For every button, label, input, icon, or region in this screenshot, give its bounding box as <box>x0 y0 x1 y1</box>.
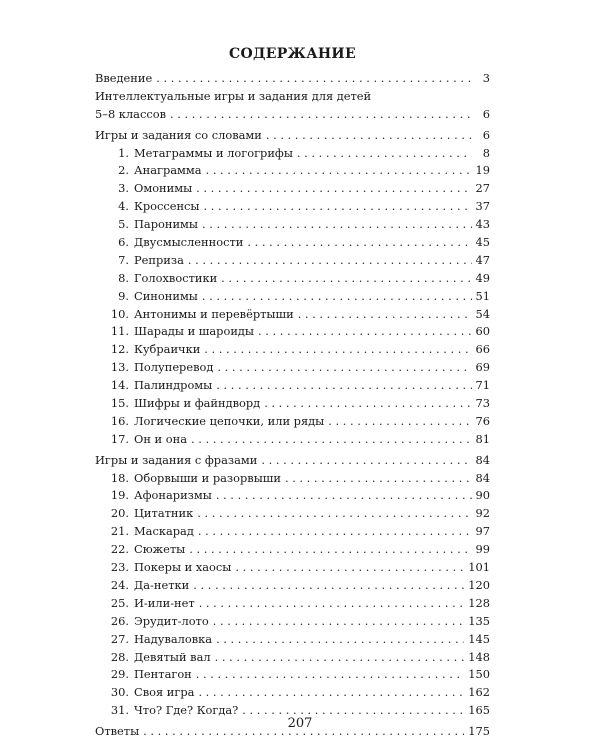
toc-entry-intro <box>95 70 490 88</box>
toc-item-number: 17. <box>110 431 129 446</box>
toc-item <box>95 523 490 541</box>
toc-item <box>95 631 490 649</box>
toc-item-page: 71 <box>475 378 490 393</box>
toc-item-page: 54 <box>475 306 490 321</box>
toc-item-number: 4. <box>118 199 129 214</box>
toc-item-number: 29. <box>110 667 129 682</box>
toc-item-page: 128 <box>468 595 490 610</box>
dot-leader <box>261 452 471 470</box>
toc-item-number: 13. <box>110 360 129 375</box>
dot-leader <box>156 70 472 88</box>
toc-item-number: 14. <box>110 378 129 393</box>
toc-item-label: Палиндромы <box>134 378 213 393</box>
toc-item-number: 28. <box>110 649 129 664</box>
toc-item-label: Метаграммы и логогрифы <box>134 145 293 160</box>
toc-item <box>95 234 490 252</box>
dot-leader <box>206 162 472 180</box>
toc-item-page: 135 <box>468 613 490 628</box>
toc-item-label: Кроссенсы <box>134 199 200 214</box>
toc-item-number: 9. <box>118 288 129 303</box>
dot-leader <box>297 145 472 163</box>
toc-item-number: 5. <box>118 217 129 232</box>
toc-item <box>95 470 490 488</box>
toc-section-label: Игры и задания с фразами <box>95 452 258 467</box>
toc-item-label: Логические цепочки, или ряды <box>134 413 325 428</box>
toc-item-page: 51 <box>475 288 490 303</box>
toc-item-number: 16. <box>110 413 129 428</box>
toc-item-page: 90 <box>475 488 490 503</box>
toc-item-label: И-или-нет <box>134 595 195 610</box>
toc-entry-page: 3 <box>482 71 490 85</box>
toc-item <box>95 684 490 702</box>
toc-item-label: Двусмысленности <box>134 235 244 250</box>
toc-item-label: Да-нетки <box>134 577 190 592</box>
dot-leader <box>216 631 464 649</box>
dot-leader <box>191 431 471 449</box>
toc-item-page: 27 <box>475 181 490 196</box>
toc-item <box>95 577 490 595</box>
toc-item <box>95 541 490 559</box>
toc-item-page: 73 <box>475 396 490 411</box>
toc-item <box>95 377 490 395</box>
dot-leader <box>258 323 472 341</box>
toc-entry-page: 6 <box>482 106 490 121</box>
toc-item <box>95 431 490 449</box>
toc-item <box>95 487 490 505</box>
toc-item <box>95 395 490 413</box>
toc-item-label: Паронимы <box>134 217 198 232</box>
dot-leader <box>170 106 472 124</box>
toc-item-number: 1. <box>118 145 129 160</box>
toc-section-words-list <box>95 145 490 449</box>
toc-item-label: Антонимы и перевёртыши <box>134 306 294 321</box>
toc-entry-label: Введение <box>95 71 153 85</box>
toc-item-number: 10. <box>110 306 129 321</box>
dot-leader <box>204 198 472 216</box>
dot-leader <box>221 270 471 288</box>
toc-item-label: Сюжеты <box>134 542 186 557</box>
toc-item <box>95 613 490 631</box>
toc-section-page: 84 <box>475 452 490 467</box>
toc-item-page: 145 <box>468 631 490 646</box>
toc-item <box>95 198 490 216</box>
dot-leader <box>216 377 471 395</box>
toc-item-number: 3. <box>118 181 129 196</box>
dot-leader <box>189 541 471 559</box>
toc-item-number: 18. <box>110 470 129 485</box>
toc-item <box>95 323 490 341</box>
dot-leader <box>217 359 471 377</box>
dot-leader <box>266 127 472 145</box>
toc-item <box>95 288 490 306</box>
toc-item <box>95 341 490 359</box>
toc-section-phrases <box>95 452 490 470</box>
toc-entry-page: 175 <box>468 724 490 739</box>
toc-item-label: Маскарад <box>134 524 194 539</box>
toc-item <box>95 559 490 577</box>
toc-item-number: 11. <box>110 324 129 339</box>
page-title: СОДЕРЖАНИЕ <box>229 46 356 62</box>
toc-item-number: 24. <box>110 577 129 592</box>
toc-item-label: Омонимы <box>134 181 193 196</box>
toc-item-label: Оборвыши и разорвыши <box>134 470 281 485</box>
toc-item-label: Эрудит-лото <box>134 613 209 628</box>
toc-item-page: 99 <box>475 542 490 557</box>
toc-item <box>95 306 490 324</box>
toc-item-label: Реприза <box>134 252 184 267</box>
toc-item <box>95 359 490 377</box>
dot-leader <box>204 341 471 359</box>
toc-item-number: 27. <box>110 631 129 646</box>
toc-section-words <box>95 127 490 145</box>
toc-item <box>95 252 490 270</box>
toc-item-number: 25. <box>110 595 129 610</box>
toc-item-page: 92 <box>475 506 490 521</box>
toc-item-number: 23. <box>110 560 129 575</box>
toc-item-label: Надуваловка <box>134 631 213 646</box>
toc-item-number: 19. <box>110 488 129 503</box>
toc-entry-intellectual-games <box>95 106 490 124</box>
toc-item <box>95 595 490 613</box>
toc-item-label: Покеры и хаосы <box>134 560 232 575</box>
dot-leader <box>235 559 464 577</box>
toc-item-label: Шифры и файндворд <box>134 396 261 411</box>
dot-leader <box>202 216 472 234</box>
toc-item-page: 148 <box>468 649 490 664</box>
toc-entry-label-line1: Интеллектуальные игры и задания для детей <box>95 88 372 103</box>
toc-item-page: 37 <box>475 199 490 214</box>
toc-item-label: Полуперевод <box>134 360 214 375</box>
dot-leader <box>264 395 471 413</box>
toc-item <box>95 413 490 431</box>
toc-item <box>95 270 490 288</box>
toc-item-page: 84 <box>475 470 490 485</box>
toc-item-page: 81 <box>475 431 490 446</box>
dot-leader <box>213 613 465 631</box>
toc-item-number: 21. <box>110 524 129 539</box>
toc-item <box>95 505 490 523</box>
toc-item <box>95 216 490 234</box>
toc-item-page: 49 <box>475 270 490 285</box>
dot-leader <box>215 649 465 667</box>
toc-item-number: 12. <box>110 342 129 357</box>
toc-entry-label: 5–8 классов <box>95 106 166 121</box>
toc-entry-label: Ответы <box>95 724 140 739</box>
toc-item-number: 6. <box>118 235 129 250</box>
toc-item-label: Кубраички <box>134 342 201 357</box>
dot-leader <box>198 684 464 702</box>
page-number-footer: 207 <box>287 716 313 731</box>
toc-item-label: Шарады и шароиды <box>134 324 254 339</box>
toc-item-page: 45 <box>475 235 490 250</box>
toc-item-number: 26. <box>110 613 129 628</box>
toc-item-page: 60 <box>475 324 490 339</box>
dot-leader <box>193 577 464 595</box>
toc-item-label: Цитатник <box>134 506 194 521</box>
dot-leader <box>202 288 472 306</box>
table-of-contents <box>95 44 490 741</box>
toc-item-page: 101 <box>468 560 490 575</box>
toc-item-page: 43 <box>475 217 490 232</box>
toc-item-number: 8. <box>118 270 129 285</box>
dot-leader <box>285 470 472 488</box>
toc-item-label: Что? Где? Когда? <box>134 703 239 718</box>
toc-section-page: 6 <box>482 127 490 142</box>
toc-item-page: 47 <box>475 252 490 267</box>
toc-item-label: Своя игра <box>134 685 195 700</box>
dot-leader <box>216 487 472 505</box>
toc-item-number: 22. <box>110 542 129 557</box>
toc-item-page: 69 <box>475 360 490 375</box>
toc-item <box>95 162 490 180</box>
toc-item <box>95 145 490 163</box>
toc-section-label: Игры и задания со словами <box>95 127 262 142</box>
toc-item-number: 7. <box>118 252 129 267</box>
toc-item-page: 8 <box>482 145 490 160</box>
toc-item-page: 165 <box>468 703 490 718</box>
toc-item-page: 76 <box>475 413 490 428</box>
toc-item-number: 20. <box>110 506 129 521</box>
toc-item-page: 19 <box>475 163 490 178</box>
toc-item-label: Пентагон <box>134 667 192 682</box>
toc-item-number: 2. <box>118 163 129 178</box>
dot-leader <box>196 666 464 684</box>
toc-item-label: Он и она <box>134 431 188 446</box>
dot-leader <box>198 523 472 541</box>
dot-leader <box>188 252 472 270</box>
toc-item <box>95 649 490 667</box>
toc-item-label: Синонимы <box>134 288 198 303</box>
toc-item-number: 15. <box>110 396 129 411</box>
dot-leader <box>199 595 465 613</box>
toc-item <box>95 180 490 198</box>
toc-item-page: 120 <box>468 577 490 592</box>
toc-item-page: 162 <box>468 685 490 700</box>
dot-leader <box>247 234 471 252</box>
toc-item-label: Анаграмма <box>134 163 202 178</box>
toc-item-number: 30. <box>110 685 129 700</box>
toc-item-number: 31. <box>110 703 129 718</box>
toc-item-page: 66 <box>475 342 490 357</box>
dot-leader <box>197 505 471 523</box>
toc-item-page: 97 <box>475 524 490 539</box>
toc-item-label: Афонаризмы <box>134 488 212 503</box>
toc-item-page: 150 <box>468 667 490 682</box>
toc-item <box>95 666 490 684</box>
dot-leader <box>298 306 472 324</box>
toc-item-label: Девятый вал <box>134 649 211 664</box>
dot-leader <box>328 413 471 431</box>
dot-leader <box>196 180 471 198</box>
toc-section-phrases-list <box>95 470 490 720</box>
toc-item-label: Голохвостики <box>134 270 218 285</box>
